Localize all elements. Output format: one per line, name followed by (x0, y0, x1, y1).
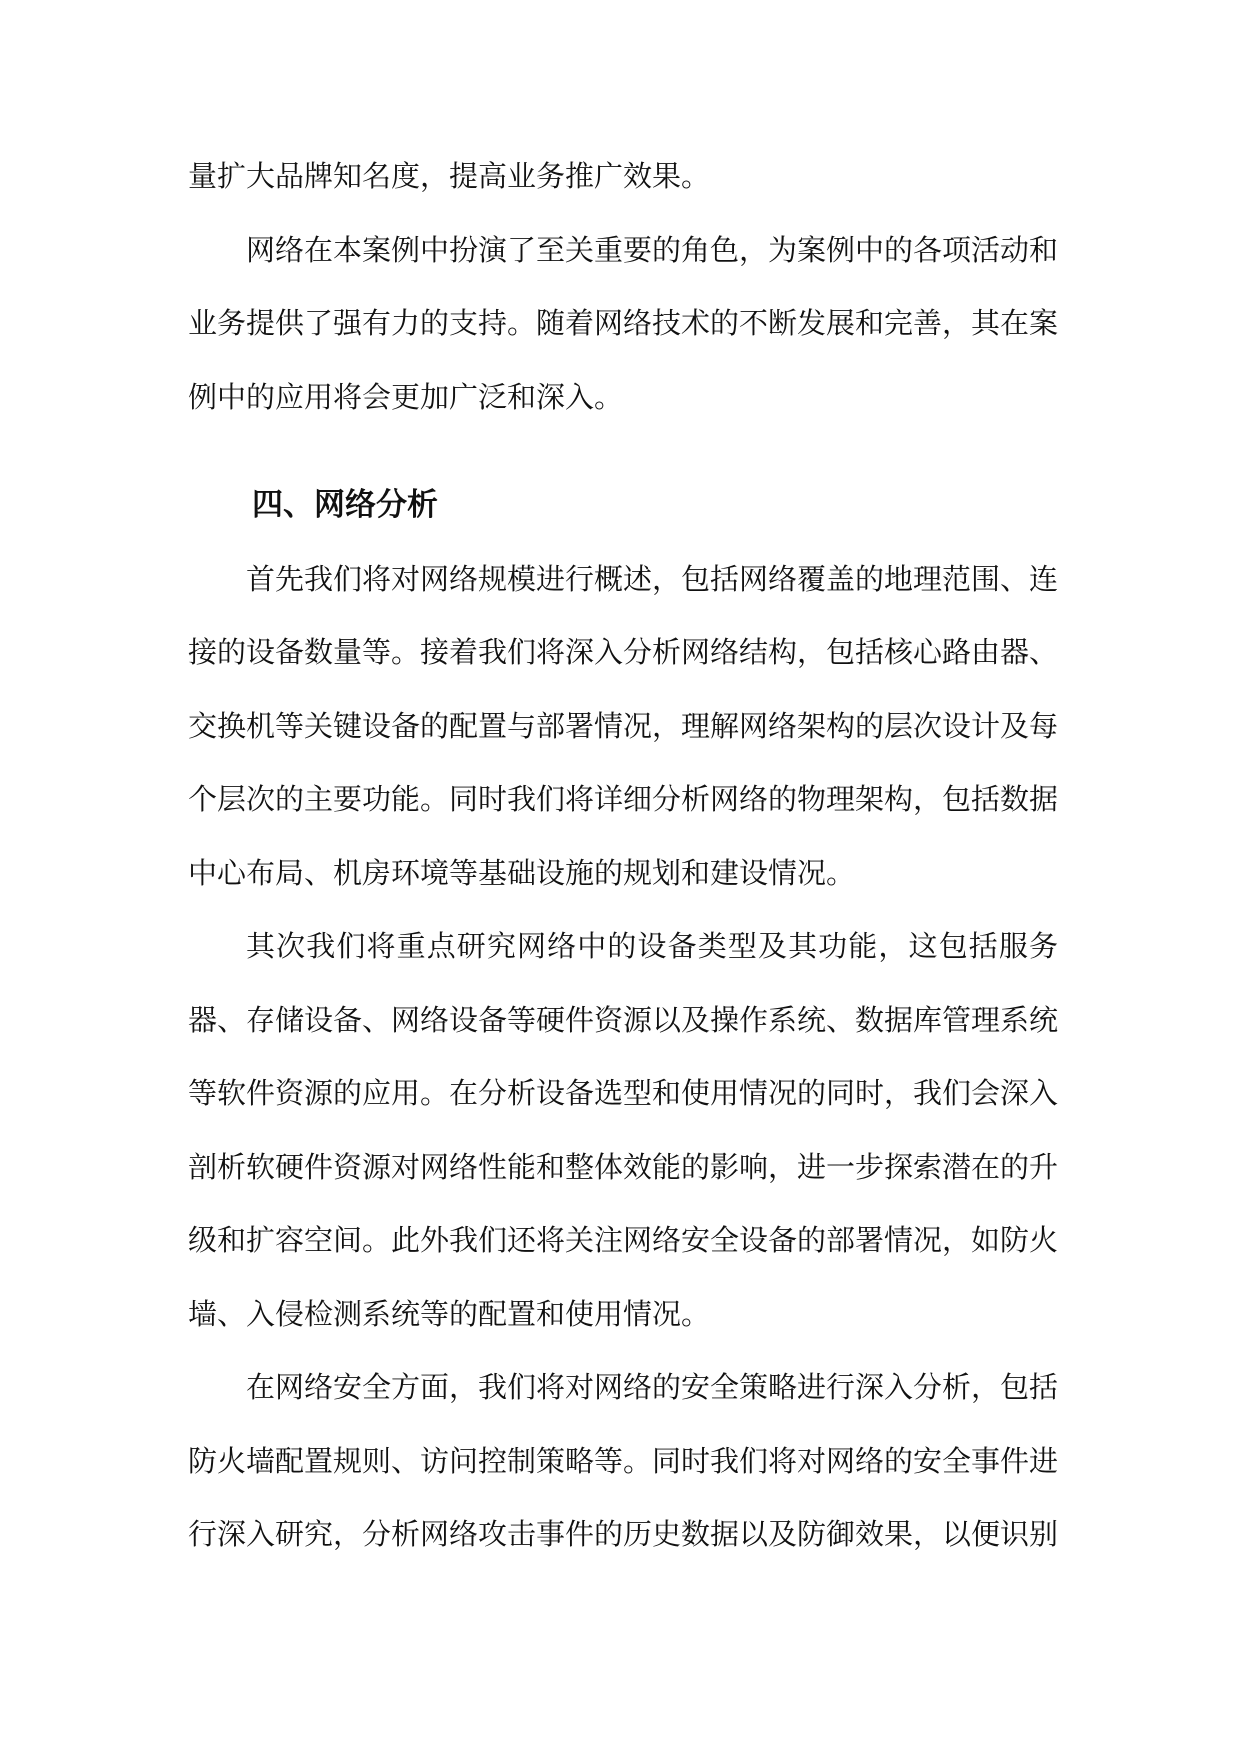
paragraph-network-security: 在网络安全方面，我们将对网络的安全策略进行深入分析，包括防火墙配置规则、访问控制策略等。同时我们将对网络的安全事件进行深入研究，分析网络攻击事件的历史数据以及防御效果，以便识别 (188, 1370, 1059, 1551)
paragraph-network-role: 网络在本案例中扮演了至关重要的角色，为案例中的各项活动和业务提供了强有力的支持。随着网络技术的不断发展和完善，其在案例中的应用将会更加广泛和深入。 (188, 232, 1059, 414)
section-heading: 四、网络分析 (252, 487, 438, 523)
paragraph-network-scale: 首先我们将对网络规模进行概述，包括网络覆盖的地理范围、连接的设备数量等。接着我们将深入分析网络结构，包括核心路由器、交换机等关键设备的配置与部署情况，理解网络架构的层次设计及每个层次的主要功能。同时我们将详细分析网络的物理架构，包括数据中心布局、机房环境等基础设施的规划和建设情况。 (188, 561, 1059, 890)
paragraph-device-types: 其次我们将重点研究网络中的设备类型及其功能，这包括服务器、存储设备、网络设备等硬件资源以及操作系统、数据库管理系统等软件资源的应用。在分析设备选型和使用情况的同时，我们会深入剖析软硬件资源对网络性能和整体效能的影响，进一步探索潜在的升级和扩容空间。此外我们还将关注网络安全设备的部署情况，如防火墙、入侵检测系统等的配置和使用情况。 (188, 929, 1059, 1331)
paragraph-continuation: 量扩大品牌知名度，提高业务推广效果。 (188, 159, 711, 193)
body-text (188, 140, 1058, 1572)
